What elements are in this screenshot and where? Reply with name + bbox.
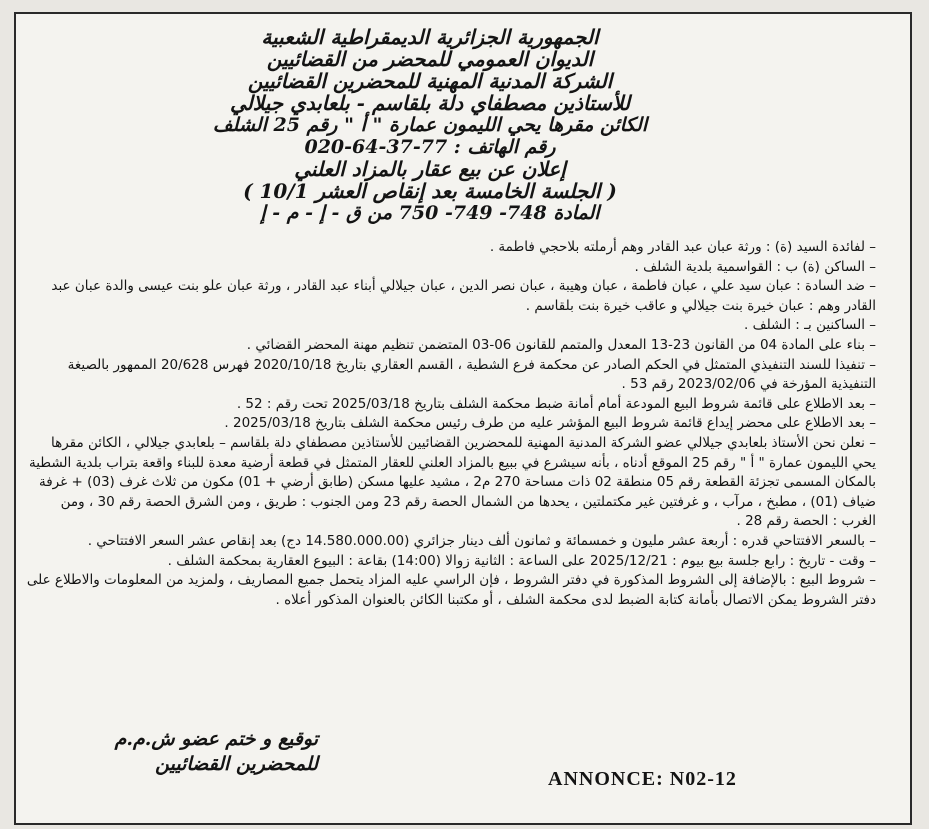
header-line-state: الجمهورية الجزائرية الديمقراطية الشعبية (261, 25, 599, 49)
annonce-number: ANNONCE: N02-12 (548, 768, 737, 790)
header-line-bailiffs: للأستاذين مصطفاي دلة بلقاسم - بلعابدي جيلالي (230, 91, 630, 115)
paragraph-property-description: – نعلن نحن الأستاذ بلعابدي جيلالي عضو الشركة المدنية المهنية للمحضرين القضائيين للأستاذين مصطفاي دلة بلقاسم – بلعابدي جيلالي ، الكائن مقرها يحي الليمون عمارة " أ " رقم 25 الموقع أدناه ، بأنه سيشرع في ببيع بالمزاد العلني للعقار المتمثل في قطعة أرضية معدة للبناء واقعة بتراب بلدية الشطية بالمكان المسمى تجزئة القطعة رقم 05 منطقة 02 ذات مساحة 270 م2 ، مشيد عليها مسكن (طابق أرضي + 01) مكون من ثلاث غرف (03) + غرفة ضياف (01) ، مطبخ ، مرآب ، و غرفتين غير مكتملتين ، يحدها من الشمال الحصة رقم 23 ومن الجنوب : طريق ، ومن الشرق الحصة رقم 30 ، ومن الغرب : الحصة رقم 28 . (28, 434, 876, 530)
paragraph-enforcement: – تنفيذا للسند التنفيذي المتمثل في الحكم الصادر عن محكمة فرع الشطية ، القسم العقاري بتاريخ 2020/10/18 فهرس 20/628 الممهور بالصيغة التنفيذية المؤرخة في 2023/02/06 رقم 53 . (67, 356, 876, 393)
paragraph-legal-basis: – بناء على المادة 04 من القانون 23-13 المعدل والمتمم للقانون 06-03 المتضمن تنظيم مهنة المحضر القضائي . (246, 336, 876, 353)
paragraph-defendants-address: – الساكنين بـ : الشلف . (744, 317, 876, 334)
paragraph-conditions-list: – بعد الاطلاع على قائمة شروط البيع المودعة أمام أمانة ضبط محكمة الشلف بتاريخ 2025/03/18 تحت رقم : 52 . (236, 395, 876, 412)
header-line-phone: رقم الهاتف : 77-37-64-020 (304, 136, 556, 158)
paragraph-opening-price: – بالسعر الافتتاحي قدره : أربعة عشر مليون و خمسمائة و ثمانون ألف دينار جزائري (14.580.000.00 دج) بعد إنقاص عشر السعر الافتتاحي . (87, 532, 876, 549)
signature-line-2: للمحضرين القضائيين (155, 753, 318, 775)
paragraph-defendants: – ضد السادة : عبان سيد علي ، عبان فاطمة ، عبان وهيبة ، عبان نصر الدين ، عبان جيلالي أبناء عبد القادر ، ورثة عبان علو بنت عيسى والدة عبان عبد القادر وهم : عبان خيرة بنت جيلالي و عاقب خيرة بنت بلقاسم . (51, 278, 876, 314)
header-line-office: الديوان العمومي للمحضر من القضائيين (266, 47, 594, 71)
header-line-company: الشركة المدنية المهنية للمحضرين القضائيين (247, 69, 613, 93)
document-header (120, 26, 740, 224)
paragraph-sale-conditions: – شروط البيع : بالإضافة إلى الشروط المذكورة في دفتر الشروط ، فإن الراسي عليه المزاد يتحمل جميع المصاريف ، ولمزيد من المعلومات والاطلاع على دفتر الشروط يمكن الاتصال بأمانة كتابة الضبط لدى محكمة الشلف ، أو مكتبنا الكائن بالعنوان المذكور أعلاه . (26, 572, 876, 608)
header-line-address: الكائن مقرها يحي الليمون عمارة " أ " رقم 25 الشلف (212, 114, 648, 136)
signature-line-1: توقيع و ختم عضو ش.م.م (114, 728, 318, 750)
paragraph-beneficiary: – لفائدة السيد (ة) : ورثة عبان عبد القادر وهم أرملته بلاحجي فاطمة . (489, 239, 876, 255)
header-line-articles: المادة 748- 749- 750 من ق - إ - م - إ (260, 202, 600, 224)
paragraph-beneficiary-address: – الساكن (ة) ب : القواسمية بلدية الشلف . (634, 258, 876, 275)
paragraph-auction-date: – وقت - تاريخ : رابع جلسة بيع بيوم : 2025/12/21 على الساعة : الثانية زوالا (14:00) بقاعة : البيوع العقارية بمحكمة الشلف . (167, 552, 876, 569)
signature-block (48, 727, 318, 777)
header-line-notice-title: إعلان عن بيع عقار بالمزاد العلني (294, 157, 566, 181)
paragraph-deposit-record: – بعد الاطلاع على محضر إيداع قائمة شروط البيع المؤشر عليه من طرف رئيس محكمة الشلف بتاريخ 2025/03/18 . (224, 415, 876, 432)
notice-body (24, 238, 876, 610)
header-line-session: ( الجلسة الخامسة بعد إنقاص العشر 10/1 ) (243, 179, 617, 203)
